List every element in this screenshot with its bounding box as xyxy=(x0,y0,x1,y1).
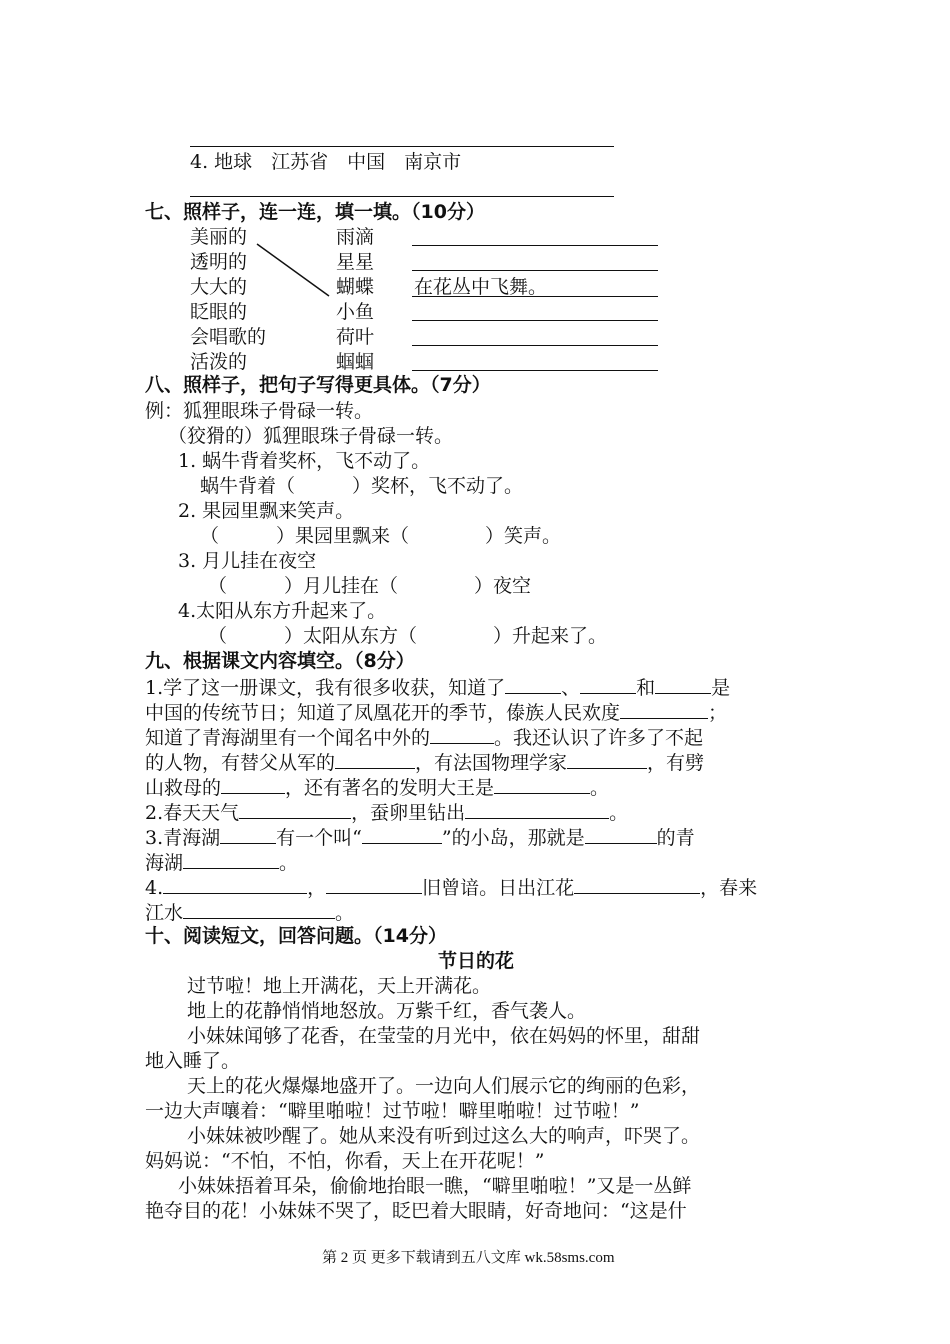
blank[interactable] xyxy=(574,873,700,894)
answer-line xyxy=(190,196,614,197)
blank[interactable] xyxy=(163,873,307,894)
s8-q4: 4.太阳从东方升起来了。 xyxy=(178,600,387,622)
s8-q4-fill: （ ）太阳从东方（ ）升起来了。 xyxy=(208,625,608,647)
s8-q1: 1. 蜗牛背着奖杯，飞不动了。 xyxy=(178,450,431,472)
blank[interactable] xyxy=(620,698,708,719)
blank[interactable] xyxy=(183,848,279,869)
passage-line-7: 小妹妹被吵醒了。她从来没有听到过这么大的响声，吓哭了。 xyxy=(187,1125,701,1147)
match-right-2: 星星 xyxy=(336,251,375,273)
blank[interactable] xyxy=(465,798,609,819)
s8-q3-fill: （ ）月儿挂在（ ）夜空 xyxy=(208,575,532,597)
section-9-title: 九、根据课文内容填空。（8分） xyxy=(145,650,415,672)
s9-p1-line5: 山救母的 ，还有著名的发明大王是 。 xyxy=(145,773,609,801)
s9-p1-line4: 的人物，有替父从军的 ，有法国物理学家 ，有劈 xyxy=(145,748,704,776)
blank[interactable] xyxy=(239,798,351,819)
passage-line-9: 小妹妹捂着耳朵，偷偷地抬眼一瞧，“噼里啪啦！”又是一丛鲜 xyxy=(178,1175,692,1197)
blank[interactable] xyxy=(430,723,494,744)
passage-line-5: 天上的花火爆爆地盛开了。一边向人们展示它的绚丽的色彩， xyxy=(187,1075,701,1097)
s9-p1-line2: 中国的传统节日；知道了凤凰花开的季节，傣族人民欢度 ； xyxy=(145,698,727,726)
match-right-1: 雨滴 xyxy=(336,226,375,248)
section-7-title: 七、照样子，连一连，填一填。（10分） xyxy=(145,201,485,223)
fill-line-1 xyxy=(412,245,658,246)
example-fill-text: 在花丛中飞舞。 xyxy=(414,276,548,298)
fill-line-6 xyxy=(412,370,658,371)
blank[interactable] xyxy=(585,823,657,844)
s8-q3: 3. 月儿挂在夜空 xyxy=(178,550,317,572)
blank[interactable] xyxy=(221,773,285,794)
section-8-title: 八、照样子，把句子写得更具体。（7分） xyxy=(145,374,491,396)
s8-example: 例：狐狸眼珠子骨碌一转。 xyxy=(145,400,374,422)
s9-p2: 2.春天天气 ，蚕卵里钻出 。 xyxy=(145,798,628,826)
s9-p4-line2: 江水 。 xyxy=(145,898,354,926)
s8-q2-fill: （ ）果园里飘来（ ）笑声。 xyxy=(200,525,562,547)
blank[interactable] xyxy=(183,898,335,919)
match-connector-line xyxy=(255,240,335,300)
q6-item-4: 4. 地球 江苏省 中国 南京市 xyxy=(190,151,462,173)
s9-p4-line1: 4. ， 旧曾谙。日出江花 ，春来 xyxy=(145,873,757,901)
fill-line-2 xyxy=(412,270,658,271)
s9-p3-line2: 海湖 。 xyxy=(145,848,298,876)
s9-p1-line3: 知道了青海湖里有一个闻名中外的 。我还认识了许多了不起 xyxy=(145,723,703,751)
match-left-2: 透明的 xyxy=(190,251,248,273)
match-left-1: 美丽的 xyxy=(190,226,248,248)
passage-line-1: 过节啦！地上开满花，天上开满花。 xyxy=(187,975,492,997)
s9-p3-line1: 3.青海湖 有一个叫“ ”的小岛，那就是 的青 xyxy=(145,823,695,851)
blank[interactable] xyxy=(362,823,442,844)
fill-line-4 xyxy=(412,320,658,321)
blank[interactable] xyxy=(220,823,276,844)
match-right-3: 蝴蝶 xyxy=(336,276,375,298)
passage-line-6: 一边大声嚷着：“噼里啪啦！过节啦！噼里啪啦！过节啦！” xyxy=(145,1100,640,1122)
passage-line-4: 地入睡了。 xyxy=(145,1050,241,1072)
passage-line-10: 艳夺目的花！小妹妹不哭了，眨巴着大眼睛，好奇地问：“这是什 xyxy=(145,1200,687,1222)
passage-title: 节日的花 xyxy=(438,950,515,972)
passage-line-3: 小妹妹闻够了花香，在莹莹的月光中，依在妈妈的怀里，甜甜 xyxy=(187,1025,701,1047)
page-footer: 第 2 页 更多下载请到五八文库 wk.58sms.com xyxy=(322,1250,615,1266)
match-right-6: 蝈蝈 xyxy=(336,351,375,373)
blank[interactable] xyxy=(580,673,636,694)
match-right-4: 小鱼 xyxy=(336,301,375,323)
s8-example-answer: （狡猾的）狐狸眼珠子骨碌一转。 xyxy=(168,425,454,447)
match-right-5: 荷叶 xyxy=(336,326,375,348)
match-left-5: 会唱歌的 xyxy=(190,326,267,348)
s8-q2: 2. 果园里飘来笑声。 xyxy=(178,500,355,522)
section-10-title: 十、阅读短文，回答问题。（14分） xyxy=(145,925,447,947)
blank[interactable] xyxy=(335,748,415,769)
match-left-6: 活泼的 xyxy=(190,351,248,373)
blank[interactable] xyxy=(505,673,561,694)
passage-line-2: 地上的花静悄悄地怒放。万紫千红，香气袭人。 xyxy=(187,1000,587,1022)
blank[interactable] xyxy=(494,773,590,794)
passage-line-8: 妈妈说：“不怕，不怕，你看，天上在开花呢！” xyxy=(145,1150,545,1172)
blank[interactable] xyxy=(326,873,422,894)
fill-line-5 xyxy=(412,345,658,346)
answer-line xyxy=(190,146,614,147)
blank[interactable] xyxy=(655,673,711,694)
fill-line-3 xyxy=(412,296,658,297)
match-left-4: 眨眼的 xyxy=(190,301,248,323)
s9-p1-line1: 1.学了这一册课文，我有很多收获，知道了 、 和 是 xyxy=(145,673,730,701)
s8-q1-fill: 蜗牛背着（ ）奖杯，飞不动了。 xyxy=(200,475,524,497)
match-left-3: 大大的 xyxy=(190,276,248,298)
blank[interactable] xyxy=(567,748,647,769)
